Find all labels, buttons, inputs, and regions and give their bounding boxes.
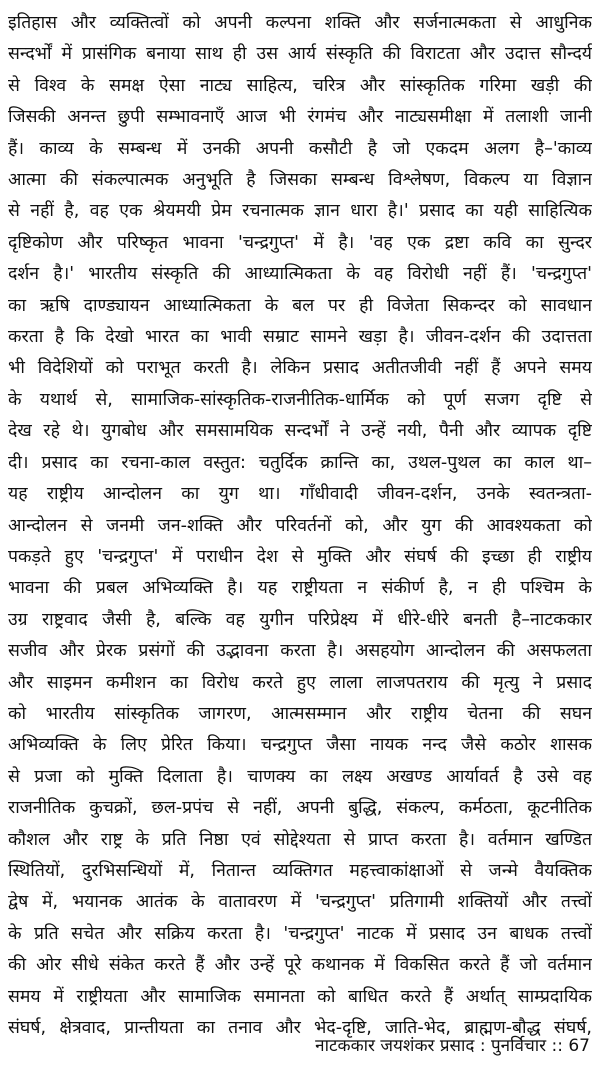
text-line: के प्रति सचेत और सक्रिय करता है। 'चन्द्रगुप्त' नाटक में प्रसाद उन बाधक तत्त्वों <box>8 923 592 944</box>
text-line: देख रहे थे। युगबोध और समसामयिक सन्दर्भों ने उन्हें नयी, पैनी और व्यापक दृष्टि <box>8 421 592 442</box>
text-line: सन्दर्भों में प्रासंगिक बनाया साथ ही उस आर्य संस्कृति की विराटता और उदात्त सौन्दर्य <box>8 44 592 65</box>
text-line: दर्शन है।' भारतीय संस्कृति की आध्यात्मिकता के वह विरोधी नहीं हैं। 'चन्द्रगुप्त' <box>8 264 592 285</box>
text-line: उग्र राष्ट्रवाद जैसी है, बल्कि वह युगीन परिप्रेक्ष्य में धीरे-धीरे बनती है–नाटककार <box>8 609 592 630</box>
page-footer: नाटककार जयशंकर प्रसाद : पुनर्विचार :: 67 <box>315 1036 590 1056</box>
text-line: करता है कि देखो भारत का भावी सम्राट सामने खड़ा है। जीवन-दर्शन की उदात्तता <box>8 327 592 348</box>
text-line: को भारतीय सांस्कृतिक जागरण, आत्मसम्मान और राष्ट्रीय चेतना की सघन <box>8 703 592 724</box>
text-line: द्वेष में, भयानक आतंक के वातावरण में 'चन्द्रगुप्त' प्रतिगामी शक्तियों और तत्त्वों <box>8 892 592 913</box>
text-line: राजनीतिक कुचक्रों, छल-प्रपंच से नहीं, अपनी बुद्धि, संकल्प, कर्मठता, कूटनीतिक <box>8 798 592 819</box>
text-line: का ऋषि दाण्ड्यायन आध्यात्मिकता के बल पर ही विजेता सिकन्दर को सावधान <box>8 295 592 316</box>
text-line: से प्रजा को मुक्ति दिलाता है। चाणक्य का लक्ष्य अखण्ड आर्यावर्त है उसे वह <box>8 766 592 787</box>
text-line: की ओर सीधे संकेत करते हैं और उन्हें पूरे कथानक में विकसित करते हैं जो वर्तमान <box>8 955 592 976</box>
text-line: दृष्टिकोण और परिष्कृत भावना 'चन्द्रगुप्त' में है। 'वह एक द्रष्टा कवि का सुन्दर <box>8 232 592 253</box>
text-line: इतिहास और व्यक्तित्वों को अपनी कल्पना शक्ति और सर्जनात्मकता से आधुनिक <box>8 13 592 33</box>
text-line: आन्दोलन से जनमी जन-शक्ति और परिवर्तनों को, और युग की आवश्यकता को <box>8 515 592 536</box>
text-line: स्थितियों, दुरभिसन्धियों में, नितान्त व्यक्तिगत महत्त्वाकांक्षाओं से जन्मे वैयक्तिक <box>8 860 592 881</box>
text-line: यह राष्ट्रीय आन्दोलन का युग था। गाँधीवादी जीवन-दर्शन, उनके स्वतन्त्रता- <box>8 484 592 505</box>
body-paragraph <box>8 8 592 1044</box>
text-line: कौशल और राष्ट्र के प्रति निष्ठा एवं सोद्देश्यता से प्राप्त करता है। वर्तमान खण्डित <box>8 829 592 850</box>
text-line: जिसकी अनन्त छुपी सम्भावनाएँ आज भी रंगमंच और नाट्यसमीक्षा में तलाशी जानी <box>8 107 592 128</box>
text-line: दी। प्रसाद का रचना-काल वस्तुत: चतुर्दिक क्रान्ति का, उथल-पुथल का काल था– <box>8 452 592 473</box>
text-line: और साइमन कमीशन का विरोध करते हुए लाला लाजपतराय की मृत्यु ने प्रसाद <box>8 672 592 693</box>
text-line: सजीव और प्रेरक प्रसंगों की उद्भावना करता है। असहयोग आन्दोलन की असफलता <box>8 641 592 662</box>
text-line: भी विदेशियों को पराभूत करती है। लेकिन प्रसाद अतीतजीवी नहीं हैं अपने समय <box>8 358 592 379</box>
text-line: संघर्ष, क्षेत्रवाद, प्रान्तीयता का तनाव और भेद-दृष्टि, जाति-भेद, ब्राह्मण-बौद्ध संघर्ष, <box>8 1018 592 1038</box>
text-line: अभिव्यक्ति के लिए प्रेरित किया। चन्द्रगुप्त जैसा नायक नन्द जैसे कठोर शासक <box>8 735 592 756</box>
text-line: समय में राष्ट्रीयता और सामाजिक समानता को बाधित करते हैं अर्थात् साम्प्रदायिक <box>8 986 592 1007</box>
text-line: भावना की प्रबल अभिव्यक्ति है। यह राष्ट्रीयता न संकीर्ण है, न ही पश्चिम के <box>8 578 592 599</box>
text-line: आत्मा की संकल्पात्मक अनुभूति है जिसका सम्बन्ध विश्लेषण, विकल्प या विज्ञान <box>8 170 592 191</box>
text-line: से विश्व के समक्ष ऐसा नाट्य साहित्य, चरित्र और सांस्कृतिक गरिमा खड़ी की <box>8 75 592 96</box>
text-line: पकड़ते हुए 'चन्द्रगुप्त' में पराधीन देश से मुक्ति और संघर्ष की इच्छा ही राष्ट्रीय <box>8 546 592 567</box>
text-line: से नहीं है, वह एक श्रेयमयी प्रेम रचनात्मक ज्ञान धारा है।' प्रसाद का यही साहित्यिक <box>8 201 592 222</box>
text-line: के यथार्थ से, सामाजिक-सांस्कृतिक-राजनीतिक-धार्मिक को पूर्ण सजग दृष्टि से <box>8 389 592 410</box>
text-line: हैं। काव्य के सम्बन्ध में उनकी अपनी कसौटी है जो एकदम अलग है–'काव्य <box>8 138 592 159</box>
